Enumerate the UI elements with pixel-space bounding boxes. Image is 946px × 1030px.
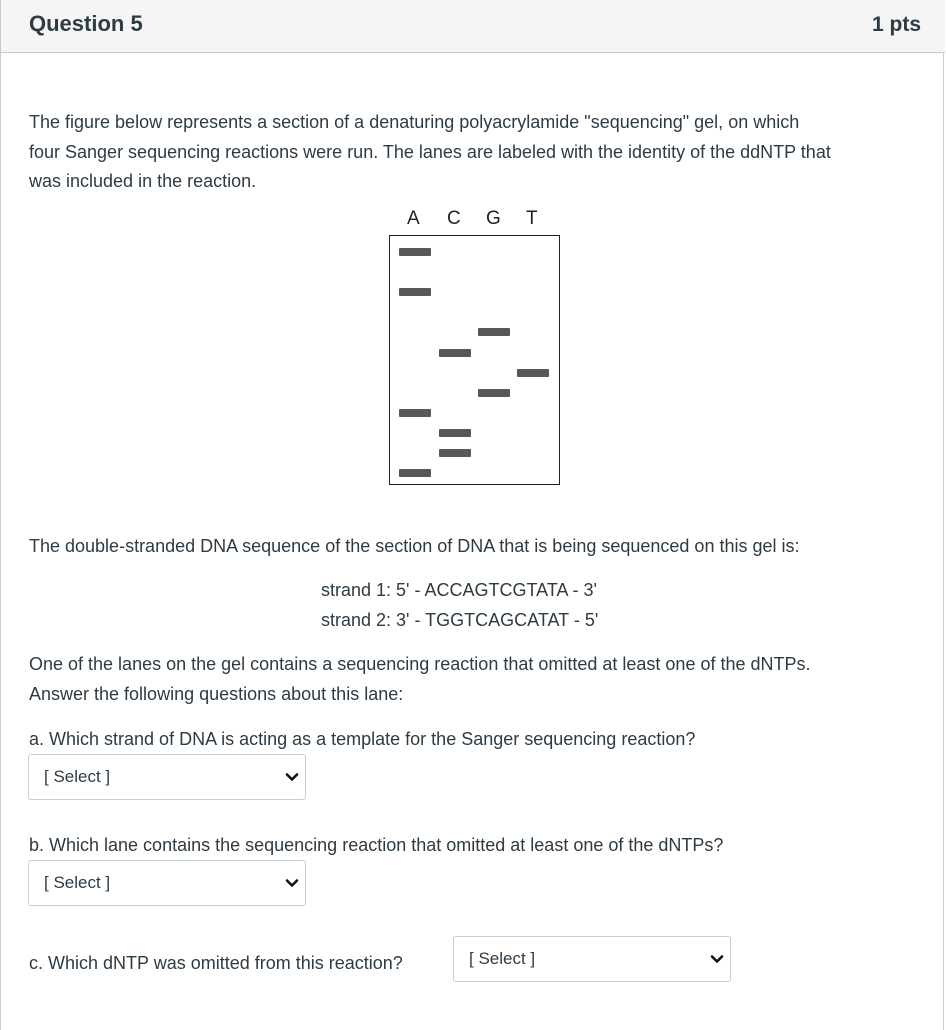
strand-1: strand 1: 5' - ACCAGTCGTATA - 3' <box>321 580 597 600</box>
question-header <box>1 0 945 53</box>
dna-intro: The double-stranded DNA sequence of the section of DNA that is being sequenced on this gel is: <box>29 536 800 556</box>
question-a-text: a. Which strand of DNA is acting as a template for the Sanger sequencing reaction? <box>29 729 696 749</box>
context-line: One of the lanes on the gel contains a sequencing reaction that omitted at least one of the dNTPs. <box>29 654 811 674</box>
lane-label-c: C <box>447 208 461 229</box>
gel-band-t <box>517 369 549 377</box>
question-c-select[interactable] <box>453 936 731 982</box>
gel-band-a <box>399 469 431 477</box>
gel-band-g <box>478 389 510 397</box>
question-a-select-value: [ Select ] <box>44 767 111 786</box>
gel-band-a <box>399 409 431 417</box>
chevron-down-icon <box>285 770 299 784</box>
chevron-down-icon <box>285 876 299 890</box>
sequencing-gel <box>389 235 560 485</box>
intro-paragraph <box>29 108 929 197</box>
gel-band-c <box>439 429 471 437</box>
question-points: 1 pts <box>871 13 921 36</box>
gel-band-g <box>478 328 510 336</box>
intro-line: was included in the reaction. <box>29 171 257 191</box>
question-a-select[interactable] <box>28 754 306 800</box>
intro-line: four Sanger sequencing reactions were run. The lanes are labeled with the identity of the ddNTP that <box>29 141 831 162</box>
question-b-select[interactable] <box>28 860 306 906</box>
intro-line: The figure below represents a section of a denaturing polyacrylamide "sequencing" gel, on which <box>29 112 800 132</box>
lane-label-g: G <box>486 208 501 229</box>
lane-label-a: A <box>407 208 420 229</box>
question-b-select-value: [ Select ] <box>44 873 111 892</box>
gel-band-c <box>439 349 471 357</box>
context-paragraph <box>29 650 929 709</box>
strand-2: strand 2: 3' - TGGTCAGCATAT - 5' <box>321 610 599 630</box>
question-title: Question 5 <box>29 11 143 36</box>
lane-label-t: T <box>526 208 538 229</box>
question-c-text: c. Which dNTP was omitted from this reaction? <box>29 953 403 973</box>
gel-band-a <box>399 248 431 256</box>
chevron-down-icon <box>710 952 724 966</box>
gel-band-a <box>399 288 431 296</box>
question-b-text: b. Which lane contains the sequencing reaction that omitted at least one of the dNTPs? <box>29 835 724 855</box>
context-line: Answer the following questions about this lane: <box>29 683 404 704</box>
gel-band-c <box>439 449 471 457</box>
question-c-select-value: [ Select ] <box>469 949 536 968</box>
